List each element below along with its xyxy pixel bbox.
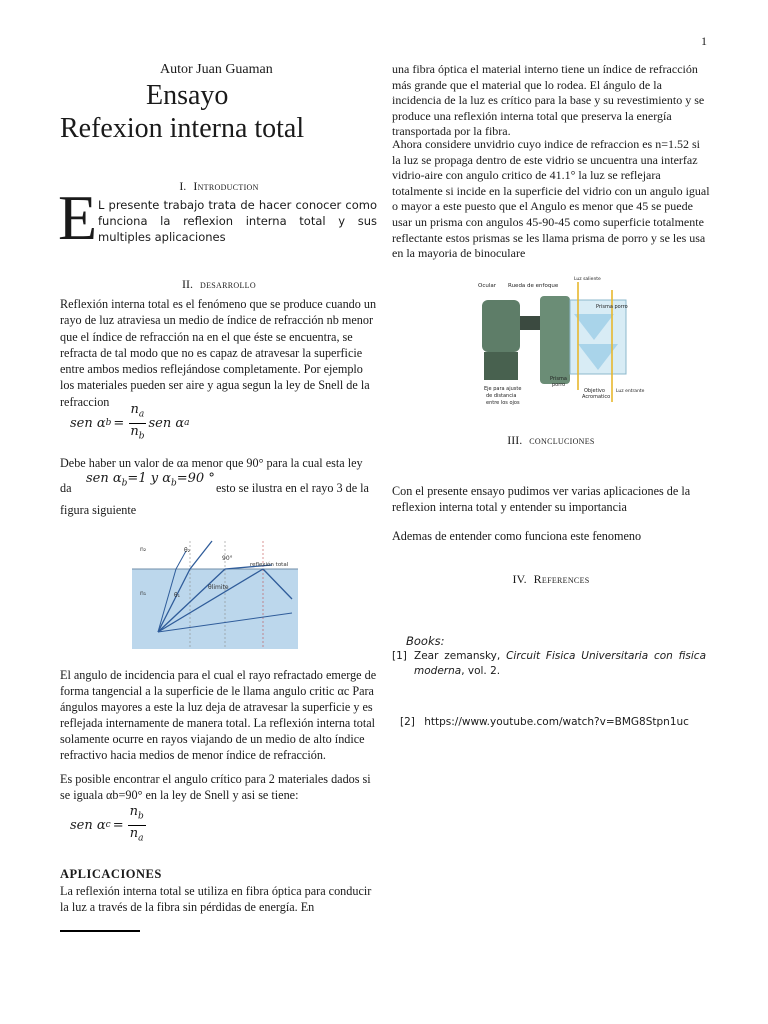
fig1-label-theta-limit: θlimite	[208, 584, 229, 591]
intro-paragraph: L presente trabajo trata de hacer conocer como funciona la reflexion interna total y sus multiples aplicaciones	[98, 198, 377, 244]
eq-lhs-sub: b	[105, 418, 112, 429]
fig2-label-rueda: Rueda de enfoque	[508, 283, 559, 289]
eq-num-sub: a	[138, 409, 145, 420]
eq2-mid: =1 y α	[127, 471, 171, 486]
section-title: Introduction	[193, 179, 259, 193]
conclusion-paragraph-1: Con el presente ensayo pudimos ver varias aplicaciones de la reflexion interna total y entender su importancia	[392, 484, 691, 514]
footnote-rule	[60, 930, 140, 932]
ref1-title: Circuit Fisica Universitaria con fisica moderna	[414, 650, 707, 677]
right-paragraph-2: Ahora considere unvidrio cuyo indice de refraccion es n=1.52 si la luz se propaga dentro de este vidrio se uncuentra una interfaz vidrio-aire con angulo critico de 41.1° la luz se reflejara totalmente si incide en la superficie del vidrio con un angulo igual o mayor a este puesto que el Angulo es menor que 45 se puede usar un prisma con angulos 45-90-45 como superficie totalmente reflectante estos prismas se les llama prisma de porro y se les usa en la mayoria de binoculare	[392, 137, 710, 261]
fig2-label-prisma-bottom-1: Prisma	[550, 376, 567, 382]
reference-1	[392, 649, 706, 679]
books-label: Books:	[406, 634, 445, 648]
fig2-label-eje-3: entre los ojos	[486, 400, 520, 406]
eq-lhs: sen α	[70, 415, 106, 431]
desarrollo-paragraph-2b: esto se ilustra en el rayo 3 de la	[216, 481, 369, 495]
fig2-label-objetivo-1: Objetivo	[584, 388, 605, 394]
refraction-figure	[132, 537, 298, 649]
fig2-label-ocular: Ocular	[478, 283, 496, 289]
reference-2	[400, 716, 689, 728]
ref1-number: [1]	[392, 650, 407, 662]
snell-equation: sen α b = $\frac{n_a}{n_b}$ sen α a	[70, 402, 190, 444]
eq2-sub-a: b	[121, 478, 128, 489]
desarrollo-paragraph-1: Reflexión interna total es el fenómeno que se produce cuando un rayo de luz atraviesa un medio de índice de refracción nb menor que el índice de refracción na en el que éste se encuentra, se refracta de tal modo que no es capaz de atravesar la superficie entre ambos medios reflejándose completamente. Por ejemplo los materiales pueden ser aire y agua segun la ley de Snell de la refraccion	[60, 297, 377, 409]
fig2-label-prisma-top: Prisma porro	[596, 304, 628, 310]
conclusion-paragraph-2: Ademas de entender como funciona este fenomeno	[392, 529, 642, 543]
word-da: da	[60, 481, 72, 495]
section-heading-intro	[60, 179, 378, 194]
eq2-a: sen α	[86, 471, 122, 486]
section-numeral: IV.	[512, 572, 527, 586]
section-heading-concl	[392, 433, 710, 448]
desarrollo-paragraph-2a: Debe haber un valor de αa menor que 90° para la cual esta ley	[60, 456, 363, 470]
title-line-2: Refexion interna total	[60, 113, 305, 144]
section-heading-desarrollo	[60, 277, 378, 292]
eq-den-sub: b	[138, 431, 145, 442]
critical-condition-equation	[86, 471, 215, 489]
eq3-num-sub: b	[137, 811, 144, 822]
fig2-label-eje-2: de distancia	[486, 393, 517, 399]
fig1-label-theta1: θ₁	[174, 592, 181, 599]
desarrollo-paragraph-2c: figura siguiente	[60, 503, 137, 517]
author: Autor Juan Guaman	[160, 62, 273, 77]
eq-fraction	[128, 402, 146, 444]
section-numeral: II.	[182, 277, 194, 291]
eq3-fraction	[128, 804, 146, 846]
eq-num: n	[130, 402, 139, 417]
ref2-number: [2]	[400, 716, 415, 728]
fig2-label-prisma-bottom-2: porro	[552, 382, 566, 388]
section-title: desarrollo	[200, 277, 256, 291]
eq-den: n	[130, 423, 139, 439]
ref2-url-link[interactable]: https://www.youtube.com/watch?v=BMG8Stpn1uc	[424, 716, 689, 728]
section-title: References	[533, 572, 590, 586]
ref1-volume: , vol. 2.	[461, 665, 501, 677]
fig1-label-reflexion: reflexión total	[250, 562, 289, 568]
eq3-den: n	[129, 825, 139, 841]
critical-angle-equation: sen α c = $\frac{n_b}{n_a}$	[70, 804, 148, 846]
page-number: 1	[701, 34, 707, 48]
ref1-author: Zear zemansky,	[414, 650, 501, 662]
fig2-label-eje-1: Eje para ajuste	[484, 386, 522, 392]
eq-rhs-sub: a	[184, 418, 190, 429]
section-numeral: I.	[179, 179, 187, 193]
title-line-1: Ensayo	[146, 80, 229, 111]
fig2-label-luz-saliente: Luz saliente	[574, 277, 601, 282]
fig1-label-n2: n₂	[140, 546, 147, 553]
right-paragraph-1: una fibra óptica el material interno tiene un índice de refracción más grande que el material que lo rodea. El ángulo de la incidencia de la luz es crítico para la base y su revestimiento y se produce una reflexión interna total que preserva la energía transportada por la fibra.	[392, 62, 705, 139]
eq2-sub-b: b	[170, 478, 177, 489]
binocular-figure	[474, 270, 645, 410]
section-title: concluciones	[529, 433, 595, 447]
eq2-end: =90 °	[176, 471, 215, 486]
eq-rhs: sen α	[148, 415, 185, 431]
desarrollo-paragraph-4: Es posible encontrar el angulo crítico para 2 materiales dados si se iguala αb=90° en la ley de Snell y asi se tiene:	[60, 772, 371, 802]
eq3-lhs-sub: c	[105, 820, 111, 831]
section-heading-refs	[392, 572, 710, 587]
eq3-lhs: sen α	[70, 817, 106, 833]
section-numeral: III.	[507, 433, 523, 447]
eq3-den-sub: a	[138, 833, 144, 844]
aplicaciones-paragraph: La reflexión interna total se utiliza en fibra óptica para conducir la luz a través de la fibra sin pérdidas de energía. En	[60, 884, 372, 914]
eq3-num: n	[129, 804, 138, 819]
fig2-label-luz-entrante: Luz entrante	[616, 389, 645, 394]
desarrollo-paragraph-3: El angulo de incidencia para el cual el rayo refractado emerge de forma tangencial a la superficie de le llama angulo critic αc Para ángulos mayores a este la luz deja de atravesar la superficie y es reflejada internamente de manera total. La reflexión interna total solamente ocurre en rayos viajando de un medio de alto índice refractivo hacia medios de menor índice de refracción.	[60, 668, 377, 762]
aplicaciones-heading: APLICACIONES	[60, 867, 162, 881]
drop-cap: E	[58, 182, 98, 253]
fig1-label-90: 90°	[222, 555, 233, 562]
fig1-label-n1: n₁	[140, 590, 147, 597]
fig2-label-objetivo-2: Acromatico	[582, 394, 611, 400]
fig1-label-theta2: θ₂	[184, 547, 191, 554]
